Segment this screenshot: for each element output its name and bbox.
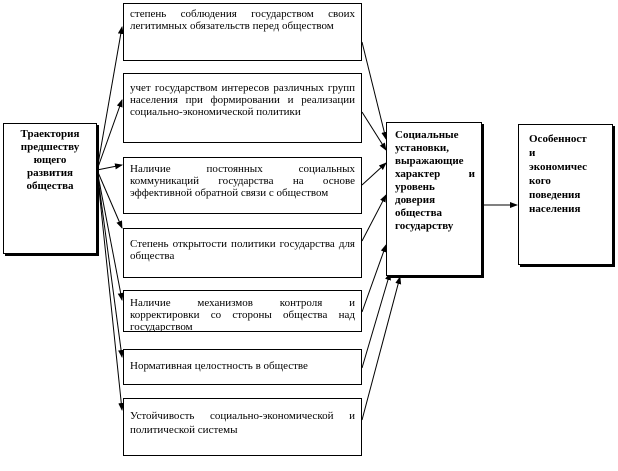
social-attitudes-line: государству bbox=[395, 220, 454, 232]
social-attitudes-line: уровень bbox=[395, 181, 435, 193]
arrow-left-to-box-5 bbox=[97, 170, 122, 300]
social-attitudes-line: выражающие bbox=[395, 155, 464, 167]
trajectory-line: ющего bbox=[33, 154, 67, 166]
factor-box-4 bbox=[123, 228, 362, 278]
arrow-box-6-to-center bbox=[362, 273, 390, 368]
trajectory-line: общества bbox=[26, 180, 74, 192]
social-attitudes-line: общества bbox=[395, 207, 443, 219]
factor-box-1 bbox=[123, 3, 362, 61]
factor-text-6: Нормативная целостность в обществе bbox=[130, 360, 308, 372]
economic-behavior-line: и bbox=[529, 147, 536, 159]
trajectory-text bbox=[4, 124, 96, 193]
social-attitudes-box bbox=[386, 122, 482, 276]
trajectory-line: предшеству bbox=[20, 141, 80, 153]
arrow-box-1-to-center bbox=[362, 42, 386, 139]
arrow-box-5-to-center bbox=[362, 245, 386, 312]
factor-text-7: Устойчивость социально-экономической и политической системы bbox=[130, 410, 355, 436]
arrow-left-to-box-2 bbox=[97, 100, 122, 170]
arrow-box-2-to-center bbox=[362, 112, 386, 150]
arrow-box-4-to-center bbox=[362, 195, 386, 241]
factor-box-7 bbox=[123, 398, 362, 456]
economic-behavior-line: Особенност bbox=[529, 133, 587, 145]
social-attitudes-line: характер и bbox=[395, 168, 475, 180]
arrow-box-3-to-center bbox=[362, 163, 386, 185]
factor-text-3: Наличие постоянных социальных коммуникаций государства на основе эффективной обратной связи с обществом bbox=[130, 163, 355, 199]
arrow-left-to-box-1 bbox=[97, 27, 122, 170]
factor-text-5: Наличие механизмов контроля и корректировки со стороны общества над государством bbox=[130, 297, 355, 331]
trajectory-line: Траектория bbox=[20, 128, 80, 140]
factor-text-4: Степень открытости политики государства для общества bbox=[130, 238, 355, 262]
economic-behavior-line: населения bbox=[529, 203, 581, 215]
social-attitudes-line: установки, bbox=[395, 142, 450, 154]
factor-box-3 bbox=[123, 157, 362, 214]
social-attitudes-line: доверия bbox=[395, 194, 436, 206]
trajectory-line: развития bbox=[26, 167, 73, 179]
factor-text-1: степень соблюдения государством своих легитимных обязательств перед обществом bbox=[130, 8, 355, 32]
economic-behavior-line: кого bbox=[529, 175, 551, 187]
economic-behavior-line: поведения bbox=[529, 189, 581, 201]
economic-behavior-text bbox=[519, 125, 612, 216]
factor-box-5 bbox=[123, 290, 362, 332]
arrow-left-to-box-3 bbox=[97, 165, 122, 170]
arrow-left-to-box-7 bbox=[97, 170, 122, 410]
factor-box-2 bbox=[123, 73, 362, 143]
economic-behavior-line: экономичес bbox=[529, 161, 588, 173]
social-attitudes-line: Социальные bbox=[395, 129, 459, 141]
factor-box-6 bbox=[123, 349, 362, 385]
economic-behavior-box bbox=[518, 124, 613, 265]
factor-text-2: учет государством интересов различных групп населения при формировании и реализации социально-экономической политики bbox=[130, 82, 355, 118]
social-attitudes-text bbox=[387, 123, 481, 233]
trajectory-box bbox=[3, 123, 97, 254]
